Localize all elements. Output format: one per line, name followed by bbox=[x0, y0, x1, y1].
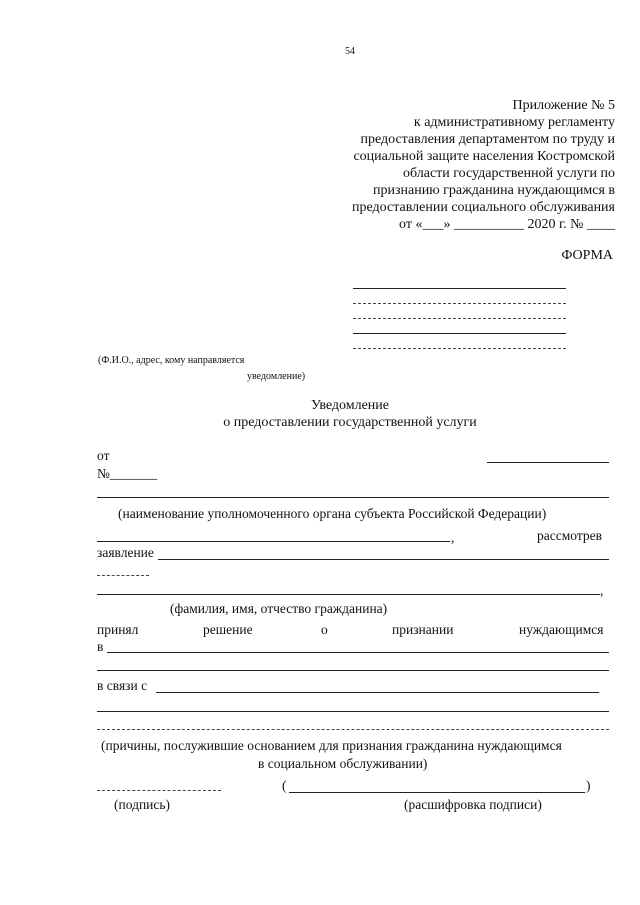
citizen-caption: (фамилия, имя, отчество гражданина) bbox=[170, 601, 388, 616]
because-label: в связи с bbox=[97, 678, 148, 693]
recipient-caption: (Ф.И.О., адрес, кому направляется bbox=[98, 355, 245, 366]
recipient-line bbox=[353, 318, 566, 319]
decision-word: решение bbox=[203, 622, 253, 637]
comma: , bbox=[600, 583, 604, 598]
considered-label: рассмотрев bbox=[537, 528, 603, 543]
appendix-date-line: от «___» __________ 2020 г. № ____ bbox=[399, 217, 615, 232]
appendix-line: предоставления департаментом по труду и bbox=[360, 132, 615, 147]
reasons-caption: в социальном обслуживании) bbox=[258, 756, 428, 771]
because-line bbox=[156, 692, 599, 693]
in-label: в bbox=[97, 639, 104, 654]
paren-close: ) bbox=[586, 778, 591, 793]
recipient-line bbox=[353, 333, 566, 334]
blank-line bbox=[97, 670, 609, 671]
notice-title: Уведомление bbox=[310, 398, 389, 413]
appendix-line: признанию гражданина нуждающимся в bbox=[373, 183, 615, 198]
authority-line bbox=[97, 497, 609, 498]
citizen-line bbox=[97, 594, 600, 595]
date-line bbox=[487, 462, 609, 463]
authority-name-line bbox=[97, 541, 450, 542]
decision-word: нуждающимся bbox=[519, 622, 604, 637]
reasons-caption: (причины, послужившие основанием для признания гражданина нуждающимся bbox=[101, 738, 562, 753]
recipient-line bbox=[353, 348, 566, 349]
signature-decode-line bbox=[289, 792, 585, 793]
decision-word: принял bbox=[97, 622, 139, 637]
appendix-line: области государственной услуги по bbox=[402, 166, 615, 181]
application-line bbox=[158, 559, 609, 560]
number-label: №_______ bbox=[97, 466, 158, 481]
decision-word: о bbox=[321, 622, 328, 637]
signature-caption: (подпись) bbox=[114, 797, 171, 812]
authority-caption: (наименование уполномоченного органа субъекта Российской Федерации) bbox=[118, 506, 547, 521]
recipient-line bbox=[353, 303, 566, 304]
appendix-line: предоставлении социального обслуживания bbox=[352, 200, 615, 215]
appendix-line: социальной защите населения Костромской bbox=[353, 149, 615, 164]
decision-word: признании bbox=[392, 622, 454, 637]
from-label: от bbox=[97, 448, 110, 463]
recipient-line bbox=[353, 288, 566, 289]
in-line bbox=[107, 652, 609, 653]
form-label: ФОРМА bbox=[561, 248, 613, 263]
notice-subtitle: о предоставлении государственной услуги bbox=[223, 415, 477, 430]
signature-decode-caption: (расшифровка подписи) bbox=[404, 797, 542, 812]
application-label: заявление bbox=[97, 545, 154, 560]
page-number: 54 bbox=[345, 46, 355, 57]
comma: , bbox=[451, 530, 455, 545]
paren-open: ( bbox=[282, 778, 287, 793]
application-short-line bbox=[97, 575, 149, 576]
recipient-caption: уведомление) bbox=[247, 371, 306, 382]
reasons-line bbox=[97, 711, 609, 712]
reasons-line bbox=[97, 729, 609, 730]
signature-line bbox=[97, 790, 221, 791]
appendix-title: Приложение № 5 bbox=[512, 98, 615, 113]
appendix-line: к административному регламенту bbox=[413, 115, 615, 130]
